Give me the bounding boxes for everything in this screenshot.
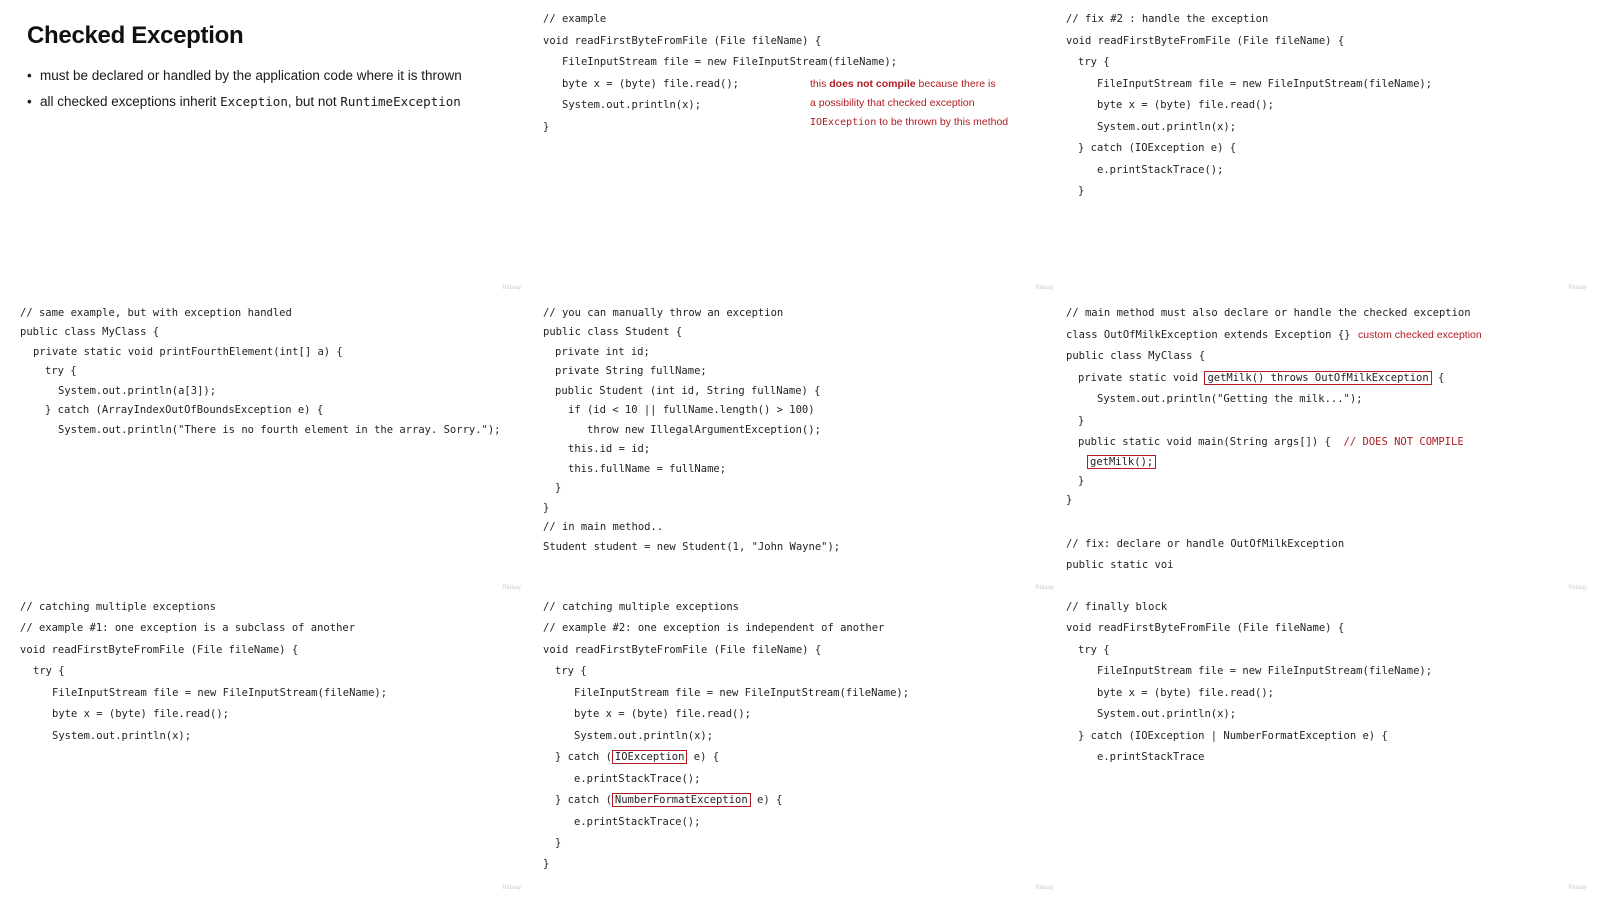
code-line: } catch (IOException | NumberFormatException e) { (1078, 730, 1388, 742)
code-line: void readFirstByteFromFile (File fileName) { (543, 644, 822, 656)
code-line: void readFirstByteFromFile (File fileName) { (1066, 35, 1345, 47)
bullet-dot-icon: • (27, 94, 32, 109)
code-text: } catch ( (555, 751, 612, 763)
code-text: e) { (750, 794, 783, 806)
code-line: e.printStackTrace(); (574, 773, 701, 785)
code-line (1087, 455, 1156, 469)
note-text: this (810, 78, 830, 90)
code-line: } (1066, 494, 1073, 506)
code-line: FileInputStream file = new FileInputStream(fileName); (574, 687, 910, 699)
code-line: public class MyClass { (20, 326, 160, 338)
code-line: byte x = (byte) file.read(); (1097, 99, 1275, 111)
bullet-dot-icon: • (27, 68, 32, 83)
code-line: byte x = (byte) file.read(); (1097, 687, 1275, 699)
inline-code: Exception (220, 94, 288, 109)
watermark: Ridaay (1035, 285, 1054, 291)
inline-code: IOException (810, 117, 877, 128)
code-line: private static void printFourthElement(int[] a) { (33, 346, 343, 358)
code-line: } catch (ArrayIndexOutOfBoundsException e) { (45, 404, 324, 416)
compile-error-comment: // DOES NOT COMPILE (1343, 436, 1464, 448)
highlight-box: NumberFormatException (612, 793, 751, 807)
code-line: private int id; (555, 346, 650, 358)
code-line: if (id < 10 || fullName.length() > 100) (568, 404, 815, 416)
code-line: Student student = new Student(1, "John Wayne"); (543, 541, 841, 553)
code-line: } (1078, 415, 1085, 427)
slide-fix-handle-exception (1066, 0, 1599, 299)
code-line: System.out.println(x); (1097, 708, 1237, 720)
code-line: } (543, 121, 550, 133)
code-line: } (555, 482, 562, 494)
custom-exception-note: custom checked exception (1358, 329, 1482, 341)
code-line: try { (33, 665, 65, 677)
inline-code: RuntimeException (340, 94, 461, 109)
code-line (1066, 328, 1350, 342)
slide-checked-exception (0, 0, 533, 299)
code-line: this.fullName = fullName; (568, 463, 727, 475)
code-text: class OutOfMilkException extends Exception {} (1066, 329, 1351, 341)
code-line: throw new IllegalArgumentException(); (587, 424, 821, 436)
code-line: e.printStackTrace(); (574, 816, 701, 828)
bullet-text: all checked exceptions inherit (40, 94, 221, 109)
bullet-text: must be declared or handled by the application code where it is thrown (40, 68, 462, 83)
slide-multiple-exceptions-1 (0, 600, 533, 899)
watermark: Ridaay (502, 885, 521, 891)
code-line: // you can manually throw an exception (543, 307, 784, 319)
code-line (1078, 371, 1444, 385)
code-line: try { (45, 365, 77, 377)
code-line: try { (1078, 644, 1110, 656)
code-line: public class MyClass { (1066, 350, 1206, 362)
code-line: // example #1: one exception is a subclass of another (20, 622, 356, 634)
code-line: try { (1078, 56, 1110, 68)
code-line: void readFirstByteFromFile (File fileName) { (543, 35, 822, 47)
code-line: System.out.println("There is no fourth element in the array. Sorry."); (58, 424, 501, 436)
highlight-box: getMilk() throws OutOfMilkException (1204, 371, 1431, 385)
code-line: System.out.println(x); (1097, 121, 1237, 133)
note-text: because there is (915, 78, 996, 90)
watermark: Ridaay (1035, 885, 1054, 891)
code-line: // fix: declare or handle OutOfMilkException (1066, 538, 1345, 550)
code-text: } catch ( (555, 794, 612, 806)
slide-multiple-exceptions-2 (533, 600, 1066, 899)
highlight-box: getMilk(); (1087, 455, 1156, 469)
watermark: Ridaay (1568, 585, 1587, 591)
compile-error-note (810, 115, 1008, 130)
code-line: // example #2: one exception is independent of another (543, 622, 885, 634)
slide-main-declare-exception (1066, 300, 1599, 599)
code-line: // fix #2 : handle the exception (1066, 13, 1269, 25)
code-line: byte x = (byte) file.read(); (562, 78, 740, 90)
code-line: } catch (IOException e) { (1078, 142, 1237, 154)
code-line (1078, 435, 1464, 449)
code-line: } (1078, 475, 1085, 487)
page-title: Checked Exception (27, 22, 244, 49)
code-line: e.printStackTrace (1097, 751, 1205, 763)
watermark: Ridaay (1568, 885, 1587, 891)
code-line: FileInputStream file = new FileInputStream(fileName); (562, 56, 898, 68)
code-line: System.out.println("Getting the milk..."); (1097, 393, 1363, 405)
code-line: FileInputStream file = new FileInputStream(fileName); (1097, 78, 1433, 90)
compile-error-note: a possibility that checked exception (810, 97, 975, 109)
code-line: public class Student { (543, 326, 683, 338)
code-line: System.out.println(a[3]); (58, 385, 217, 397)
code-line: // main method must also declare or handle the checked exception (1066, 307, 1471, 319)
code-text: private static void (1078, 372, 1205, 384)
code-line: FileInputStream file = new FileInputStream(fileName); (1097, 665, 1433, 677)
code-line: } (1078, 185, 1085, 197)
code-line: try { (555, 665, 587, 677)
code-line: System.out.println(x); (574, 730, 714, 742)
slide-exception-handled (0, 300, 533, 599)
code-line: // finally block (1066, 601, 1168, 613)
code-line: } (543, 502, 550, 514)
code-line: byte x = (byte) file.read(); (574, 708, 752, 720)
slide-example-code (533, 0, 1066, 299)
code-line: System.out.println(x); (52, 730, 192, 742)
code-line: e.printStackTrace(); (1097, 164, 1224, 176)
highlight-box: IOException (612, 750, 688, 764)
bullet-item-1 (27, 68, 462, 83)
code-text: public static void main(String args[]) { (1078, 436, 1331, 448)
code-line: } (543, 858, 550, 870)
code-line: FileInputStream file = new FileInputStream(fileName); (52, 687, 388, 699)
code-line: // same example, but with exception handled (20, 307, 292, 319)
code-line: System.out.println(x); (562, 99, 702, 111)
note-text: to be thrown by this method (876, 116, 1009, 128)
code-text: { (1431, 372, 1445, 384)
code-line: // example (543, 13, 607, 25)
code-line: private String fullName; (555, 365, 707, 377)
compile-error-note (810, 77, 996, 91)
code-line: } (555, 837, 562, 849)
code-line: public Student (int id, String fullName) { (555, 385, 821, 397)
code-line: this.id = id; (568, 443, 651, 455)
code-line: void readFirstByteFromFile (File fileName) { (20, 644, 299, 656)
code-line: // catching multiple exceptions (543, 601, 739, 613)
bullet-item-2 (27, 94, 461, 109)
slide-finally-block (1066, 600, 1599, 899)
code-line: void readFirstByteFromFile (File fileName) { (1066, 622, 1345, 634)
code-line: // catching multiple exceptions (20, 601, 216, 613)
watermark: Ridaay (502, 585, 521, 591)
code-line (555, 793, 782, 807)
code-text: e) { (687, 751, 720, 763)
code-line: // in main method.. (543, 521, 664, 533)
watermark: Ridaay (1035, 585, 1054, 591)
note-bold: does not compile (829, 78, 916, 90)
bullet-text: , but not (287, 94, 341, 109)
watermark: Ridaay (1568, 285, 1587, 291)
code-line: public static voi (1066, 559, 1174, 571)
code-line: byte x = (byte) file.read(); (52, 708, 230, 720)
code-line (555, 750, 719, 764)
watermark: Ridaay (502, 285, 521, 291)
slide-throw-exception (533, 300, 1066, 599)
